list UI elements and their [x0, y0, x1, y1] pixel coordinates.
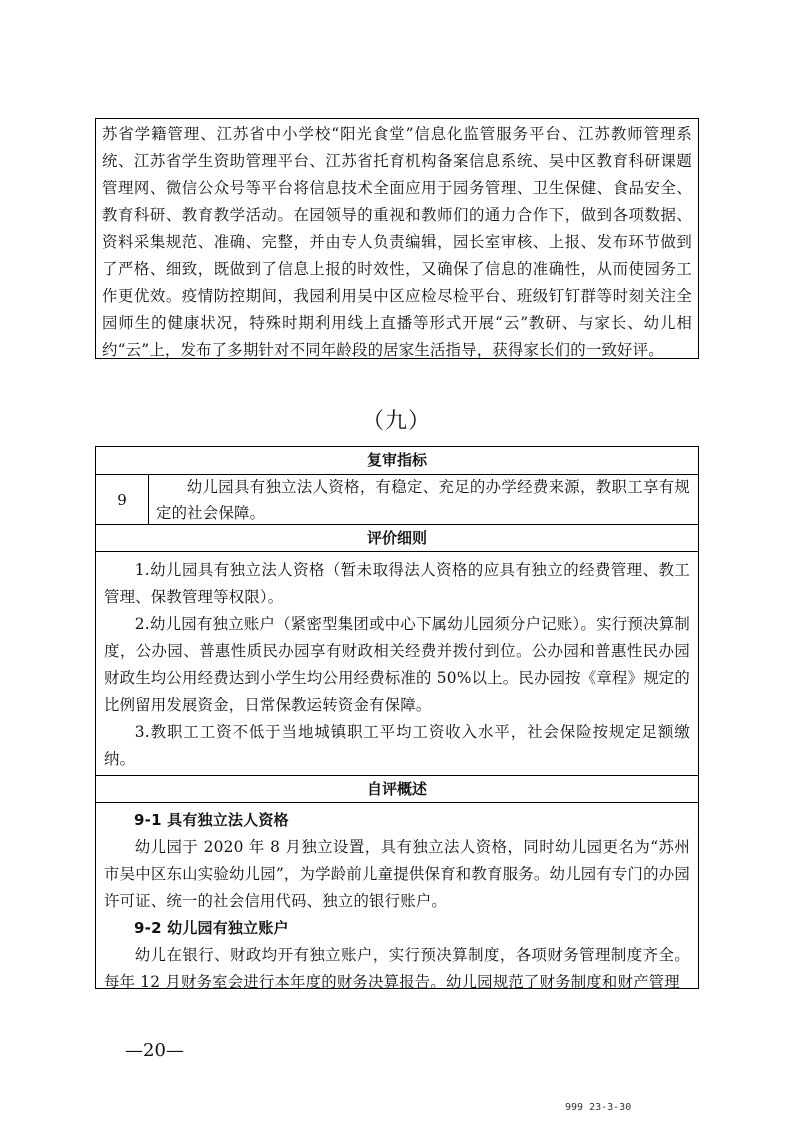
subheading-independent-account: 9-2 幼儿园有独立账户 [134, 919, 289, 937]
indicator-text: 幼儿园具有独立法人资格，有稳定、充足的办学经费来源，教职工享有规定的社会保障。 [156, 478, 690, 522]
detail-item: 1.幼儿园具有独立法人资格（暂未取得法人资格的应具有独立的经费管理、教工管理、保教管理等权限）。 [104, 561, 690, 606]
self-evaluation [96, 804, 698, 990]
header-self-evaluation: 自评概述 [96, 776, 698, 803]
page-number: —20— [125, 1040, 184, 1061]
evaluation-details [96, 553, 698, 776]
section-title: （九） [361, 409, 431, 434]
evaluation-table [95, 446, 699, 989]
detail-item: 2.幼儿园有独立账户（紧密型集团或中心下属幼儿园须分户记账）。实行预决算制度，公办园、普惠性质民办园享有财政相关经费并拨付到位。公办园和普惠性民办园财政生均公用经费达到小学生均公用经费标准的 50%以上。民办园按《章程》规定的比例留用发展资金，日常保教运转资金有保障。 [104, 615, 690, 714]
indicator-row [96, 475, 698, 525]
detail-item: 3.教职工工资不低于当地城镇职工平均工资收入水平，社会保险按规定足额缴纳。 [104, 723, 690, 768]
header-evaluation-details: 评价细则 [96, 525, 698, 552]
indicator-number: 9 [96, 475, 149, 524]
self-evaluation-paragraph: 幼儿在银行、财政均开有独立账户，实行预决算制度，各项财务管理制度齐全。每年 12 月财务室会进行本年度的财务决算报告。幼儿园规范了财务制度和财产管理 [104, 946, 690, 991]
continued-paragraph-box [95, 118, 699, 359]
footer-code: 999 23-3-30 [565, 1102, 632, 1113]
self-evaluation-paragraph: 幼儿园于 2020 年 8 月独立设置，具有独立法人资格，同时幼儿园更名为“苏州市吴中区东山实验幼儿园”，为学龄前儿童提供保育和教育服务。幼儿园有专门的办园许可证、统一的社会信用代码、独立的银行账户。 [104, 838, 690, 910]
header-review-indicator: 复审指标 [96, 447, 698, 475]
continued-paragraph: 苏省学籍管理、江苏省中小学校“阳光食堂”信息化监管服务平台、江苏教师管理系统、江苏省学生资助管理平台、江苏省托育机构备案信息系统、吴中区教育科研课题管理网、微信公众号等平台将信息技术全面应用于园务管理、卫生保健、食品安全、教育科研、教育教学活动。在园领导的重视和教师们的通力合作下，做到各项数据、资料采集规范、准确、完整，并由专人负责编辑，园长室审核、上报、发布环节做到了严格、细致，既做到了信息上报的时效性，又确保了信息的准确性，从而使园务工作更优效。疫情防控期间，我园利用吴中区应检尽检平台、班级钉钉群等时刻关注全园师生的健康状况，特殊时期利用线上直播等形式开展“云”教研、与家长、幼儿相约“云”上，发布了多期针对不同年龄段的居家生活指导，获得家长们的一致好评。 [102, 125, 692, 359]
subheading-legal-status: 9-1 具有独立法人资格 [134, 811, 289, 829]
